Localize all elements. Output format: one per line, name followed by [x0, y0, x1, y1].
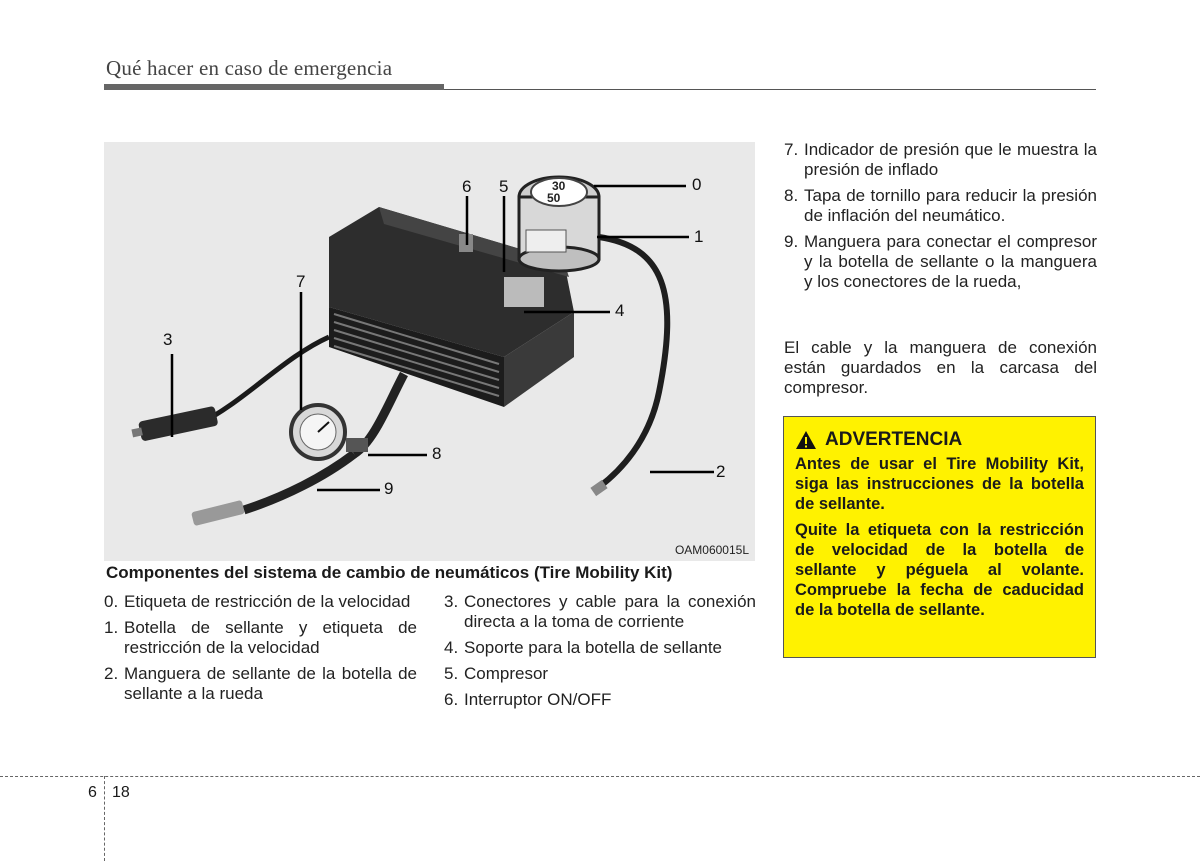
warning-title: ADVERTENCIA: [825, 429, 963, 450]
warning-header: [795, 429, 1084, 451]
sealant-hose: [599, 237, 667, 487]
callout-3: 3: [163, 330, 173, 349]
list-item: 0. Etiqueta de restricción de la velocidad: [104, 592, 411, 611]
callout-9: 9: [384, 479, 394, 498]
list-item: 7. Indicador de presión que le muestra la presión de inflado: [784, 140, 1097, 179]
header-rule: [444, 89, 1096, 90]
callout-4: 4: [615, 301, 625, 320]
callout-0: 0: [692, 175, 702, 194]
warning-paragraph: Quite la etiqueta con la restricción de velocidad de la botella de sellante y péguela al volante. Compruebe la fecha de caducidad de la botella de sellante.: [795, 521, 1084, 619]
warning-paragraph: Antes de usar el Tire Mobility Kit, siga las instrucciones de la botella de sellante.: [795, 455, 1084, 513]
footer-margin-rule: [104, 776, 105, 861]
warning-triangle-icon: [795, 430, 817, 450]
callout-5: 5: [499, 177, 509, 196]
callout-7: 7: [296, 272, 306, 291]
tire-mobility-kit-illustration: [104, 142, 755, 561]
list-item: 8. Tapa de tornillo para reducir la presión de inflación del neumático.: [784, 186, 1097, 225]
callout-6: 6: [462, 177, 472, 196]
wheel-connector: [191, 500, 245, 526]
callout-8: 8: [432, 444, 442, 463]
list-item: 4. Soporte para la botella de sellante: [444, 638, 723, 657]
header-bar: [104, 84, 444, 90]
list-item: 6. Interruptor ON/OFF: [444, 690, 612, 709]
list-item: 3. Conectores y cable para la conexión directa a la toma de corriente: [444, 592, 756, 631]
relief-cap: [346, 438, 368, 452]
component-list-right: [784, 140, 1097, 298]
warning-box: [783, 416, 1096, 658]
page-header-title: Qué hacer en caso de emergencia: [106, 56, 393, 80]
storage-note: El cable y la manguera de conexión están guardados en la carcasa del compresor.: [784, 338, 1097, 397]
connection-hose-b: [244, 454, 354, 510]
kit-drawing: [104, 142, 755, 561]
callout-2: 2: [716, 462, 726, 481]
sealant-bottle: [519, 177, 599, 271]
figure-code: OAM060015L: [674, 543, 749, 557]
list-item: 2. Manguera de sellante de la botella de sellante a la rueda: [104, 664, 417, 703]
list-item: 1. Botella de sellante y etiqueta de restricción de la velocidad: [104, 618, 417, 657]
callout-1: 1: [694, 227, 704, 246]
footer-rule: [0, 776, 1200, 777]
component-list-left: [104, 592, 417, 710]
component-list-middle: [444, 592, 756, 716]
power-plug: [130, 406, 218, 443]
list-item: 5. Compresor: [444, 664, 549, 683]
page-number: 18: [112, 784, 130, 801]
speed-label-30: 30: [552, 179, 566, 193]
speed-label-50: 50: [547, 191, 561, 205]
list-item: 9. Manguera para conectar el compresor y la botella de sellante o la manguera y los conectores de la rueda,: [784, 232, 1097, 291]
figure-caption: Componentes del sistema de cambio de neumáticos (Tire Mobility Kit): [106, 563, 673, 582]
bottle-holder: [504, 277, 544, 307]
chapter-number: 6: [88, 784, 97, 801]
